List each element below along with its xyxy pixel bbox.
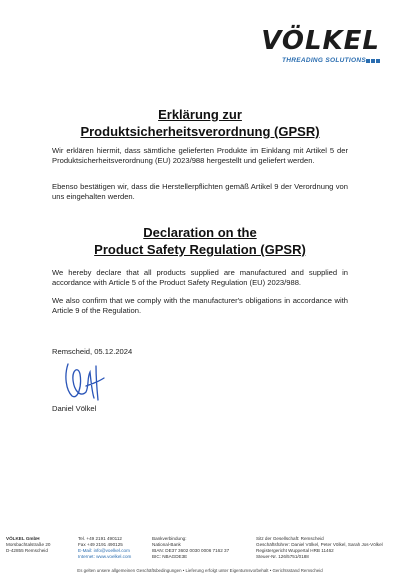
footer-iban: IBAN: DE37 3602 0030 0006 7162 37: [152, 548, 230, 553]
footer-company-name: VÖLKEL GmbH: [6, 536, 40, 541]
english-paragraph-1: We hereby declare that all products supplied are manufactured and supplied in accordance with Article 5 of the Product Safety Regulation (EU) 2023/988.: [52, 268, 348, 287]
footer: [0, 536, 400, 575]
german-heading: [0, 106, 400, 140]
footer-company: [6, 536, 50, 554]
german-heading-line1: Erklärung zur: [158, 107, 242, 122]
footer-phone: Tel. +49 2191 490112: [78, 536, 122, 541]
logo-tagline: THREADING SOLUTIONS: [281, 57, 366, 64]
english-heading: [0, 224, 400, 258]
footer-fax: Fax +49 2191 490125: [78, 542, 123, 547]
footer-terms-note: Es gelten unsere allgemeinen Geschäftsbedingungen • Lieferung erfolgt unter Eigentumsvorbehalt • Gerichtsstand Remscheid: [77, 568, 323, 573]
place-date: Remscheid, 05.12.2024: [52, 347, 133, 356]
footer-managers: Geschäftsführer: Daniel Völkel, Peter Völkel, Sarah Jos-Völkel: [256, 542, 383, 547]
company-logo: [260, 28, 380, 64]
logo-wordmark: VÖLKEL: [261, 26, 380, 56]
footer-bic: BIC: NBAGDE3E: [152, 554, 188, 559]
english-heading-line1: Declaration on the: [143, 225, 257, 240]
english-paragraph-2: We also confirm that we comply with the manufacturer's obligations in accordance with Article 9 of the Regulation.: [52, 296, 348, 315]
footer-contact: [78, 536, 131, 560]
footer-tax-number: Steuer-Nr. 126/5751/0188: [256, 554, 309, 559]
footer-seat: Sitz der Gesellschaft: Remscheid: [256, 536, 324, 541]
footer-website[interactable]: Internet: www.voelkel.com: [78, 554, 132, 559]
footer-registry: [256, 536, 383, 560]
footer-company-city: D-42855 Remscheid: [6, 548, 48, 553]
footer-bank-label: Bankverbindung:: [152, 536, 187, 541]
footer-bank-name: National-Bank: [152, 542, 181, 547]
logo-squares-icon: [366, 59, 380, 63]
footer-bank: [152, 536, 229, 560]
english-heading-line2: Product Safety Regulation (GPSR): [94, 242, 306, 257]
footer-register-court: Registergericht Wuppertal HRB 11462: [256, 548, 334, 553]
signer-name: Daniel Völkel: [52, 404, 97, 413]
german-paragraph-1: Wir erklären hiermit, dass sämtliche gelieferten Produkte im Einklang mit Artikel 5 der Produktsicherheitsverordnung (EU) 2023/988 hergestellt und geliefert werden.: [52, 146, 348, 165]
handwritten-signature: [56, 356, 116, 406]
german-heading-line2: Produktsicherheitsverordnung (GPSR): [80, 124, 320, 139]
footer-company-street: Morsbachtalstraße 20: [6, 542, 51, 547]
german-paragraph-2: Ebenso bestätigen wir, dass die Herstellerpflichten gemäß Artikel 9 der Verordnung von uns eingehalten werden.: [52, 182, 348, 201]
footer-email[interactable]: E-Mail: info@voelkel.com: [78, 548, 130, 553]
